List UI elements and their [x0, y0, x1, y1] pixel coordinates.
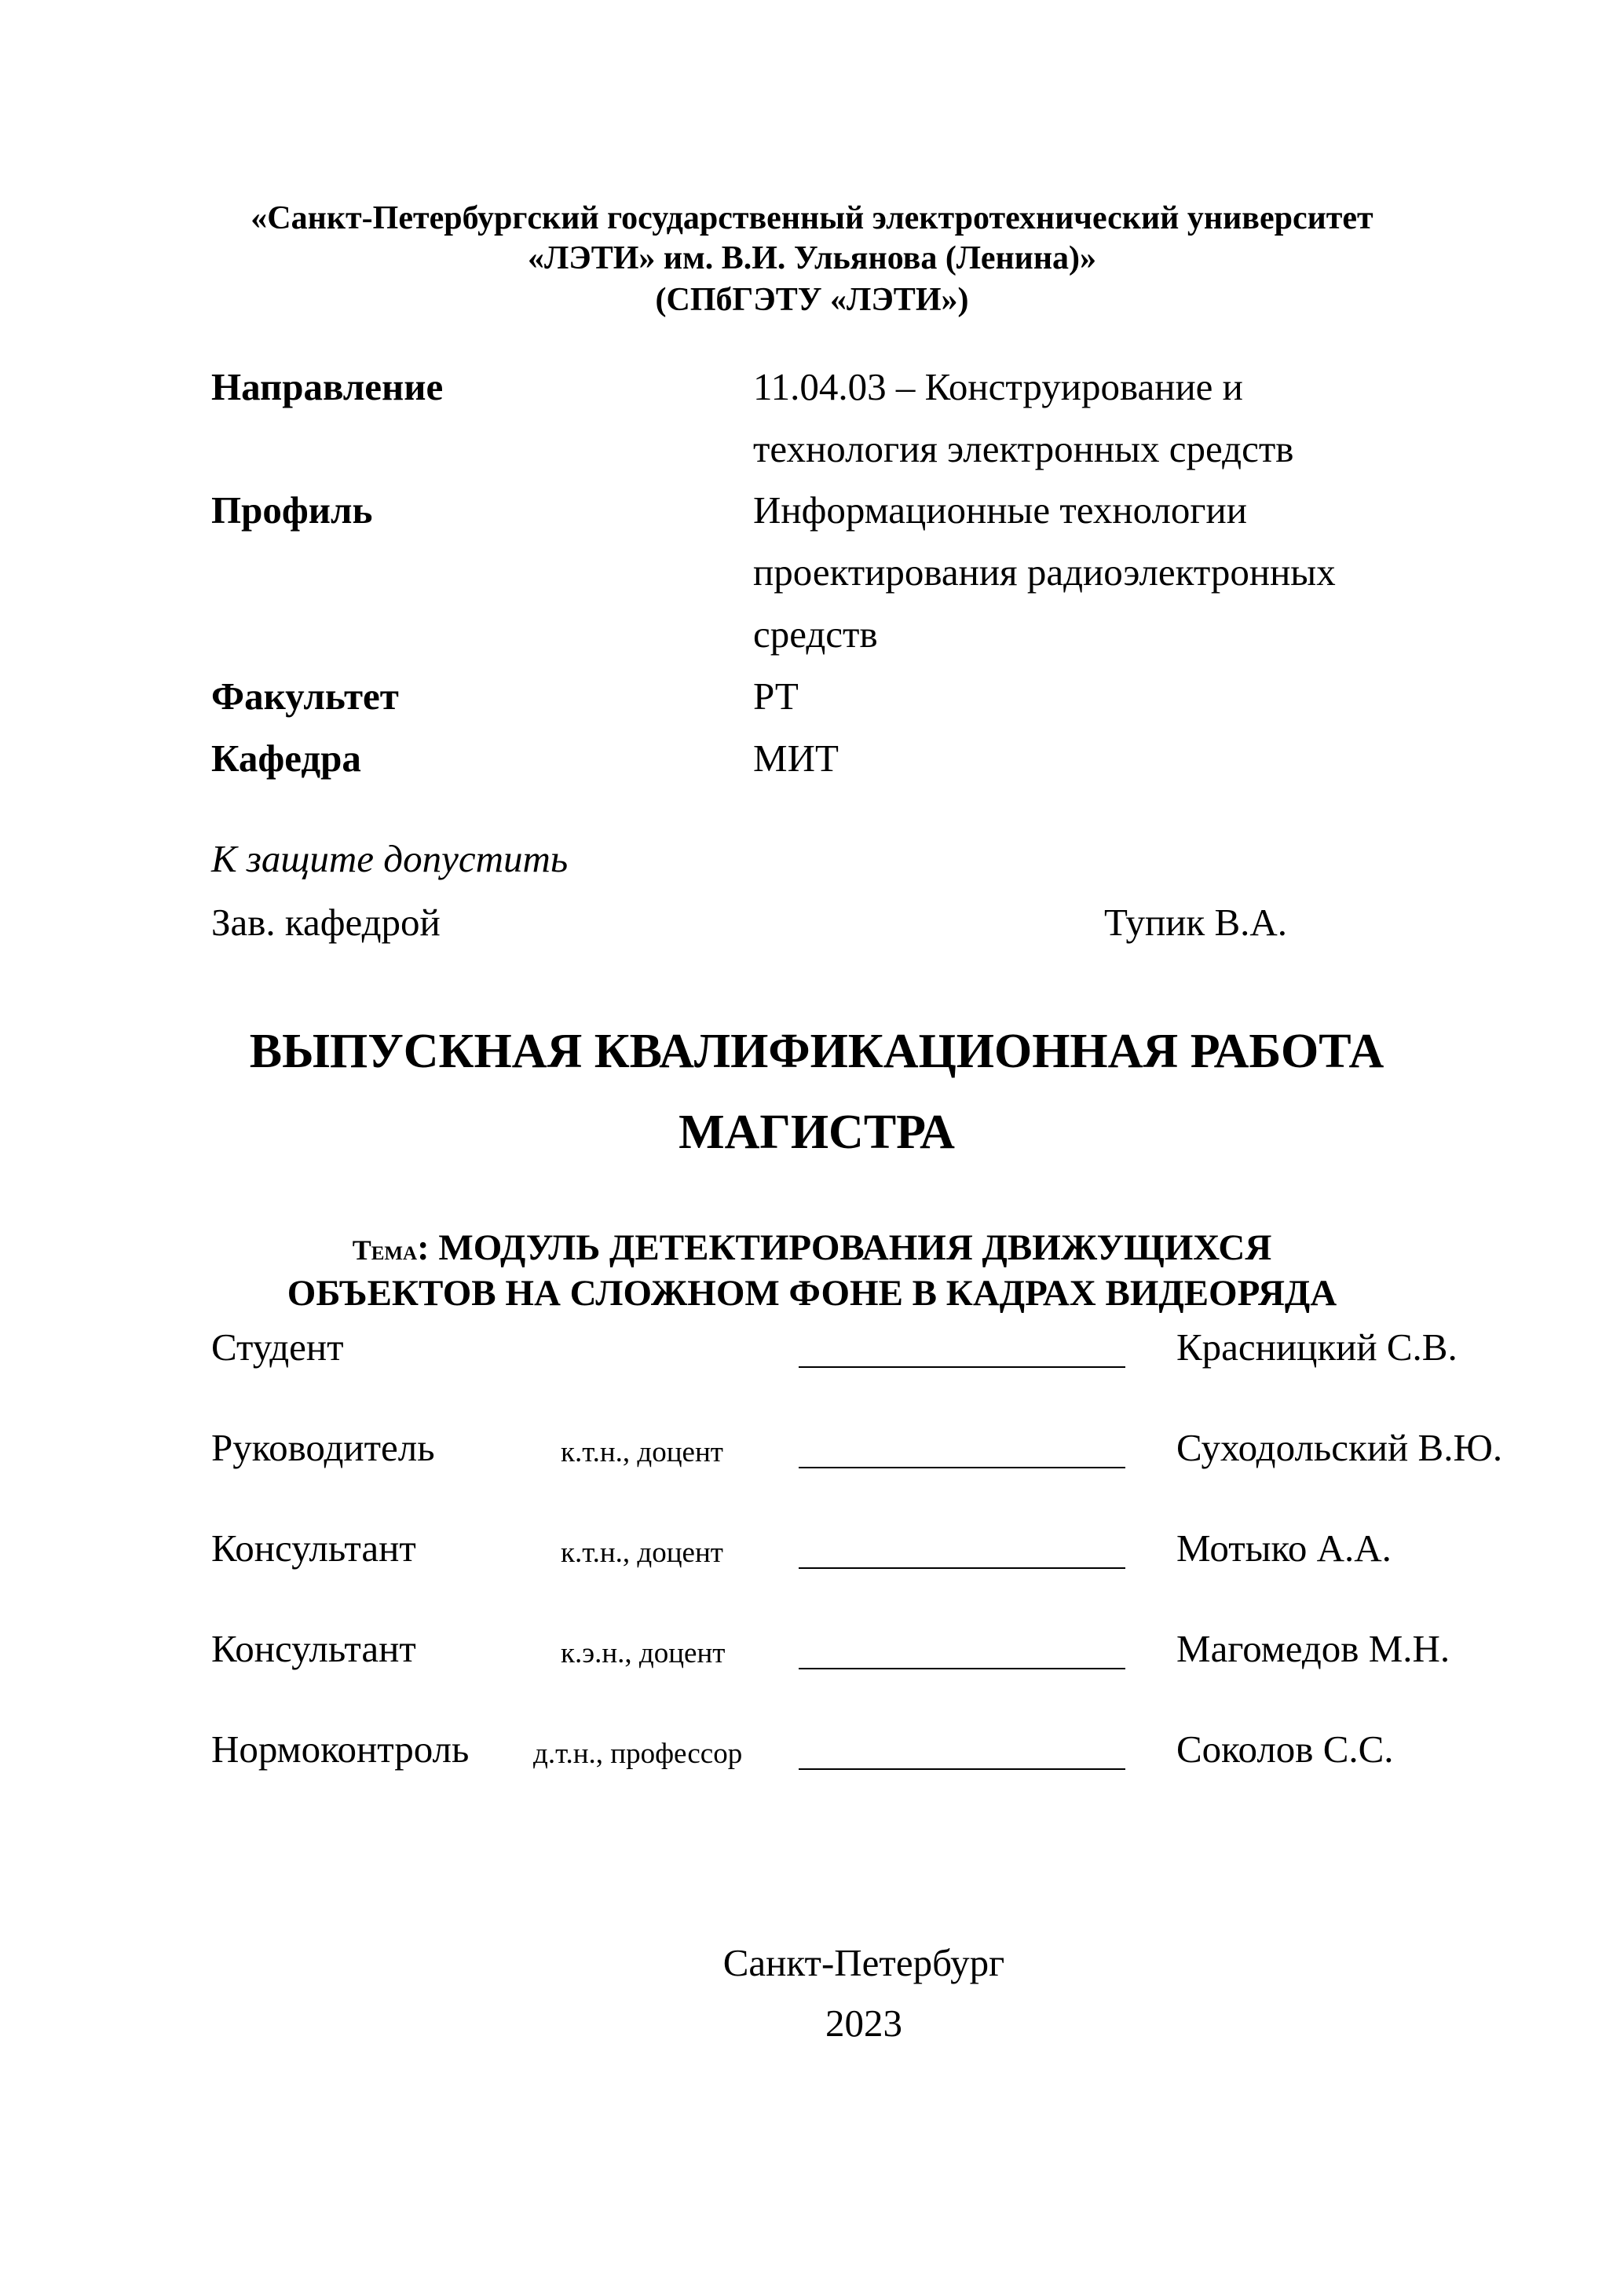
signature-name: Мотыко А.А. — [1176, 1526, 1392, 1570]
signature-name: Суходольский В.Ю. — [1176, 1426, 1503, 1469]
signature-role: Студент — [211, 1325, 344, 1369]
signature-role: Нормоконтроль — [211, 1727, 470, 1771]
direction-label: Направление — [211, 365, 444, 408]
document-title-line-2: МАГИСТРА — [678, 1106, 955, 1159]
profile-value-3: средств — [753, 612, 878, 656]
faculty-label: Факультет — [211, 675, 399, 718]
signature-degree: д.т.н., профессор — [533, 1738, 743, 1770]
faculty-value: РТ — [753, 675, 799, 718]
signature-name: Красницкий С.В. — [1176, 1325, 1458, 1369]
profile-value-2: проектирования радиоэлектронных — [753, 550, 1336, 594]
year: 2023 — [825, 2002, 902, 2045]
theme-text-1: : МОДУЛЬ ДЕТЕКТИРОВАНИЯ ДВИЖУЩИХСЯ — [417, 1227, 1272, 1268]
university-abbreviation: (СПбГЭТУ «ЛЭТИ») — [655, 282, 969, 318]
direction-value-1: 11.04.03 – Конструирование и — [753, 365, 1243, 408]
head-of-department-label: Зав. кафедрой — [211, 901, 441, 944]
signature-line — [799, 1668, 1125, 1669]
signature-name: Соколов С.С. — [1176, 1727, 1394, 1771]
admit-to-defense: К защите допустить — [211, 837, 569, 880]
signature-degree: к.т.н., доцент — [561, 1436, 723, 1468]
signature-name: Магомедов М.Н. — [1176, 1627, 1450, 1670]
direction-value-2: технология электронных средств — [753, 427, 1294, 470]
signature-line — [799, 1366, 1125, 1368]
department-value: МИТ — [753, 737, 839, 780]
theme-label: Тема — [352, 1234, 418, 1266]
department-label: Кафедра — [211, 737, 361, 780]
signature-role: Консультант — [211, 1526, 416, 1570]
signature-degree: к.э.н., доцент — [561, 1637, 726, 1669]
signature-role: Консультант — [211, 1627, 416, 1670]
university-name-line-1: «Санкт-Петербургский государственный электротехнический университет — [251, 200, 1373, 236]
signature-degree: к.т.н., доцент — [561, 1537, 723, 1569]
signature-line — [799, 1467, 1125, 1468]
signature-role: Руководитель — [211, 1426, 435, 1469]
signature-line — [799, 1768, 1125, 1770]
city: Санкт-Петербург — [722, 1941, 1005, 1984]
theme-line-2: ОБЪЕКТОВ НА СЛОЖНОМ ФОНЕ В КАДРАХ ВИДЕОРЯДА — [287, 1273, 1337, 1314]
head-of-department-name: Тупик В.А. — [1104, 901, 1288, 944]
profile-label: Профиль — [211, 488, 373, 532]
profile-value-1: Информационные технологии — [753, 488, 1247, 532]
university-name-line-2: «ЛЭТИ» им. В.И. Ульянова (Ленина)» — [527, 240, 1097, 276]
document-title-line-1: ВЫПУСКНАЯ КВАЛИФИКАЦИОННАЯ РАБОТА — [249, 1025, 1384, 1078]
signature-line — [799, 1567, 1125, 1569]
theme-line-1 — [0, 1226, 1624, 1272]
